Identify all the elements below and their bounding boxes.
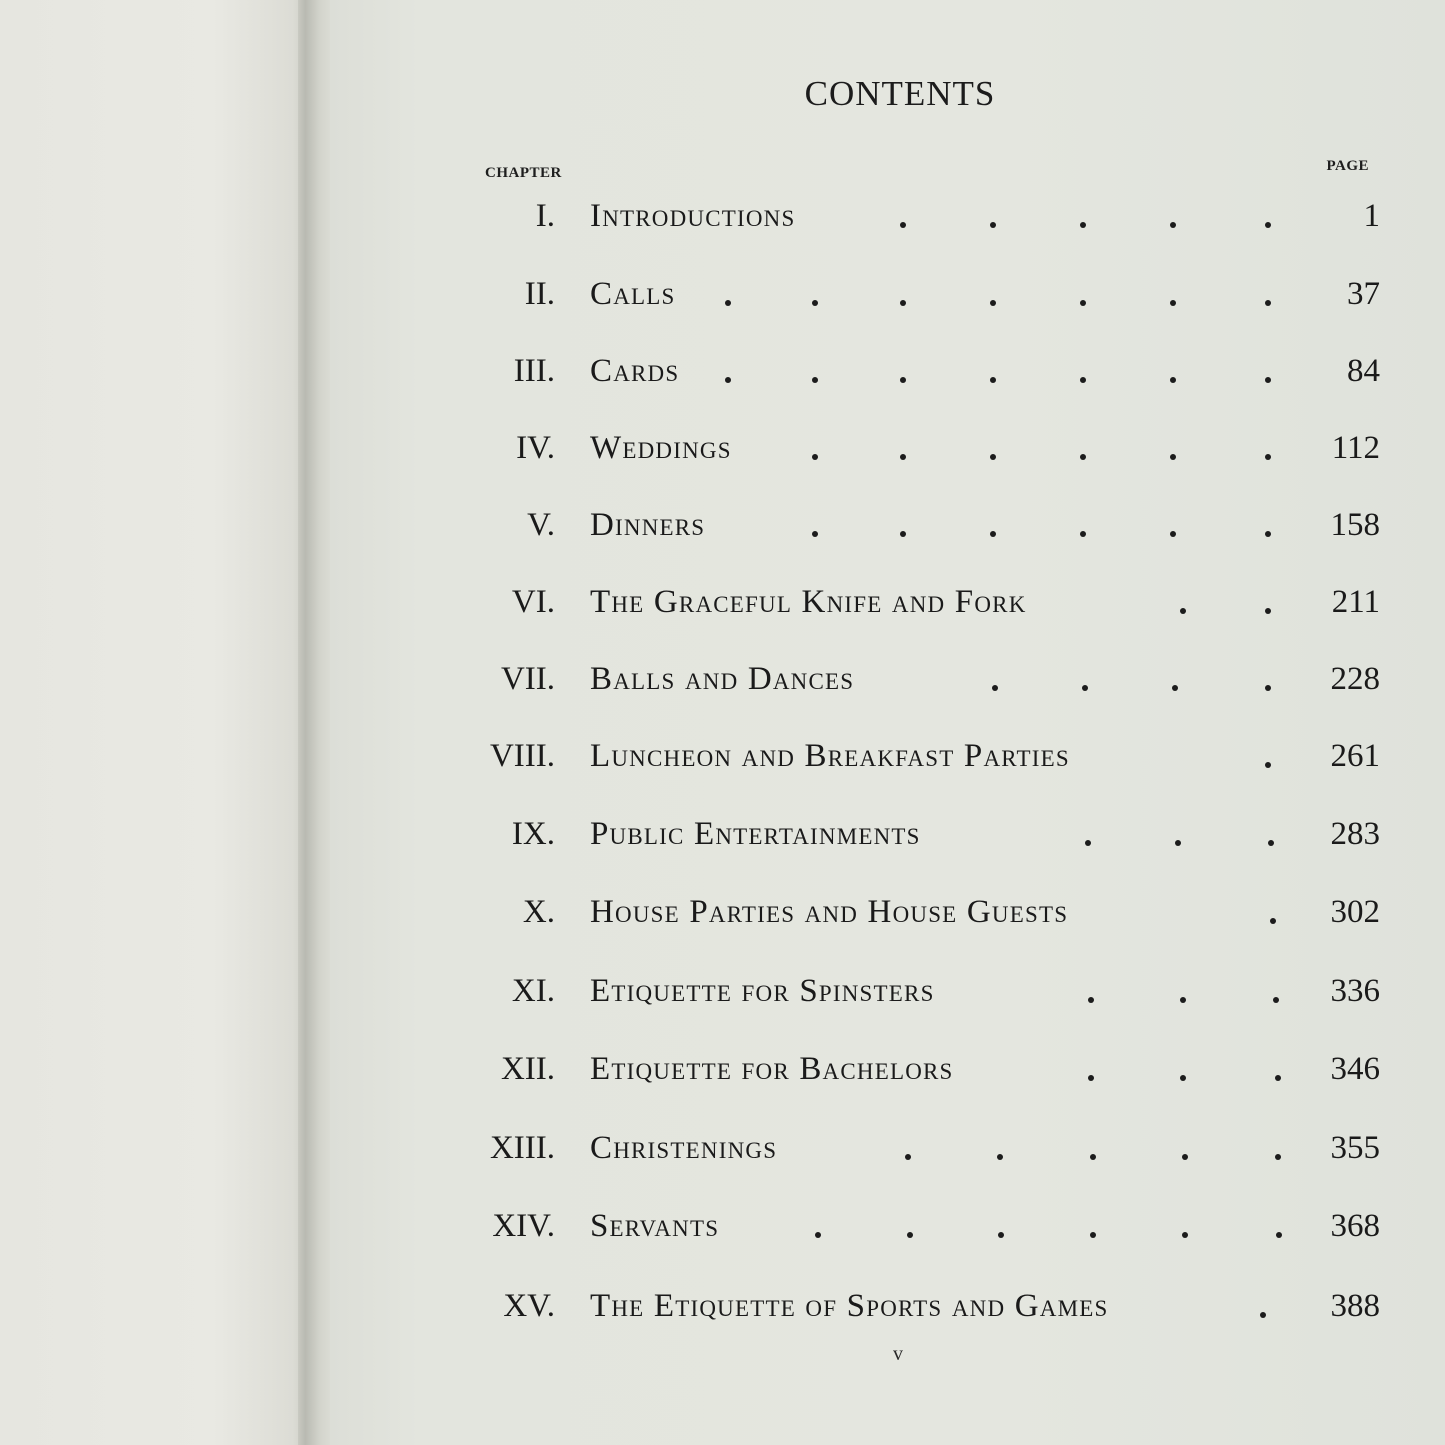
- leader-dot: [900, 377, 906, 383]
- toc-entry: [440, 1123, 1380, 1173]
- leader-dot: [900, 454, 906, 460]
- chapter-title: Cards: [590, 353, 680, 389]
- leader-dot: [1170, 377, 1176, 383]
- leader-dot: [997, 1154, 1003, 1160]
- page-number: 261: [1330, 738, 1380, 774]
- page-number: 355: [1330, 1130, 1380, 1166]
- leader-dot: [725, 377, 731, 383]
- page-number: 302: [1330, 894, 1380, 930]
- leader-dot: [1275, 1154, 1281, 1160]
- toc-entry: [440, 577, 1380, 627]
- leader-dot: [1265, 608, 1271, 614]
- toc-entry: [440, 1044, 1380, 1094]
- chapter-number: X.: [522, 894, 555, 930]
- leader-dot: [1182, 1232, 1188, 1238]
- page-number: 158: [1330, 507, 1380, 543]
- chapter-title: Christenings: [590, 1130, 778, 1166]
- chapter-number: VIII.: [489, 738, 555, 774]
- leader-dot: [1180, 608, 1186, 614]
- chapter-number: XIV.: [492, 1208, 555, 1244]
- toc-entry: [440, 731, 1380, 781]
- leader-dot: [1170, 300, 1176, 306]
- leader-dot: [1080, 377, 1086, 383]
- leader-dot: [1170, 222, 1176, 228]
- page-number: 283: [1330, 816, 1380, 852]
- leader-dot: [990, 454, 996, 460]
- contents-title: CONTENTS: [804, 74, 996, 113]
- leader-dot: [1088, 997, 1094, 1003]
- page-number: 112: [1331, 430, 1380, 466]
- leader-dot: [990, 531, 996, 537]
- page-number: 84: [1347, 353, 1380, 389]
- chapter-number: V.: [527, 507, 555, 543]
- chapter-title: The Graceful Knife and Fork: [590, 584, 1027, 620]
- chapter-column-header: CHAPTER: [485, 165, 562, 181]
- toc-entry: [440, 654, 1380, 704]
- leader-dot: [812, 454, 818, 460]
- chapter-number: XII.: [500, 1051, 555, 1087]
- chapter-title: Servants: [590, 1208, 720, 1244]
- toc-entry: [440, 346, 1380, 396]
- page-number: 368: [1330, 1208, 1380, 1244]
- toc-entry: [440, 1201, 1380, 1251]
- leader-dot: [1265, 531, 1271, 537]
- leader-dot: [1275, 1075, 1281, 1081]
- leader-dot: [900, 300, 906, 306]
- leader-dot: [815, 1232, 821, 1238]
- leader-dot: [1175, 840, 1181, 846]
- page-number: 336: [1330, 973, 1380, 1009]
- chapter-number: IX.: [511, 816, 555, 852]
- chapter-title: House Parties and House Guests: [590, 894, 1069, 930]
- page-number: 388: [1330, 1288, 1380, 1324]
- leader-dot: [1172, 685, 1178, 691]
- leader-dot: [725, 300, 731, 306]
- leader-dot: [990, 300, 996, 306]
- leader-dot: [1080, 531, 1086, 537]
- leader-dot: [1180, 1075, 1186, 1081]
- leader-dot: [1090, 1154, 1096, 1160]
- leader-dot: [1182, 1154, 1188, 1160]
- leader-dot: [812, 531, 818, 537]
- leader-dot: [900, 531, 906, 537]
- page-folio: v: [893, 1343, 903, 1365]
- chapter-title: The Etiquette of Sports and Games: [590, 1288, 1109, 1324]
- leader-dot: [1260, 1312, 1266, 1318]
- chapter-number: XI.: [511, 973, 555, 1009]
- leader-dot: [1265, 685, 1271, 691]
- page-column-header: PAGE: [1326, 158, 1369, 174]
- leader-dot: [1265, 454, 1271, 460]
- chapter-title: Balls and Dances: [590, 661, 855, 697]
- leader-dot: [1273, 997, 1279, 1003]
- chapter-number: XV.: [503, 1288, 555, 1324]
- leader-dot: [990, 377, 996, 383]
- leader-dot: [992, 685, 998, 691]
- leader-dot: [1082, 685, 1088, 691]
- leader-dot: [1170, 531, 1176, 537]
- page-number: 228: [1330, 661, 1380, 697]
- leader-dot: [1268, 840, 1274, 846]
- chapter-number: I.: [535, 198, 555, 234]
- leader-dot: [812, 300, 818, 306]
- leader-dot: [1085, 840, 1091, 846]
- page-number: 346: [1330, 1051, 1380, 1087]
- toc-entry: [440, 809, 1380, 859]
- toc-entry: [440, 423, 1380, 473]
- chapter-title: Weddings: [590, 430, 732, 466]
- leader-dot: [907, 1232, 913, 1238]
- chapter-title: Public Entertainments: [590, 816, 921, 852]
- leader-dot: [1270, 918, 1276, 924]
- leader-dot: [1265, 377, 1271, 383]
- leader-dot: [1090, 1232, 1096, 1238]
- leader-dot: [1265, 300, 1271, 306]
- leader-dot: [1170, 454, 1176, 460]
- leader-dot: [1265, 762, 1271, 768]
- left-page: [0, 0, 305, 1445]
- leader-dot: [1088, 1075, 1094, 1081]
- chapter-number: III.: [513, 353, 555, 389]
- leader-dot: [905, 1154, 911, 1160]
- leader-dot: [1080, 300, 1086, 306]
- chapter-title: Introductions: [590, 198, 796, 234]
- chapter-title: Calls: [590, 276, 676, 312]
- page-number: 211: [1331, 584, 1380, 620]
- toc-entry: [440, 887, 1380, 937]
- leader-dot: [1276, 1232, 1282, 1238]
- leader-dot: [900, 222, 906, 228]
- page-number: 1: [1363, 198, 1380, 234]
- chapter-title: Luncheon and Breakfast Parties: [590, 738, 1070, 774]
- chapter-number: XIII.: [489, 1130, 555, 1166]
- chapter-number: VI.: [511, 584, 555, 620]
- leader-dot: [1265, 222, 1271, 228]
- toc-entry: [440, 1281, 1380, 1331]
- chapter-number: II.: [524, 276, 555, 312]
- chapter-title: Dinners: [590, 507, 706, 543]
- leader-dot: [998, 1232, 1004, 1238]
- chapter-number: VII.: [500, 661, 555, 697]
- toc-entry: [440, 191, 1380, 241]
- leader-dot: [1180, 997, 1186, 1003]
- toc-entry: [440, 269, 1380, 319]
- chapter-title: Etiquette for Spinsters: [590, 973, 935, 1009]
- chapter-number: IV.: [516, 430, 555, 466]
- leader-dot: [990, 222, 996, 228]
- toc-entry: [440, 500, 1380, 550]
- leader-dot: [812, 377, 818, 383]
- page-number: 37: [1347, 276, 1380, 312]
- leader-dot: [1080, 222, 1086, 228]
- chapter-title: Etiquette for Bachelors: [590, 1051, 954, 1087]
- leader-dot: [1080, 454, 1086, 460]
- toc-entry: [440, 966, 1380, 1016]
